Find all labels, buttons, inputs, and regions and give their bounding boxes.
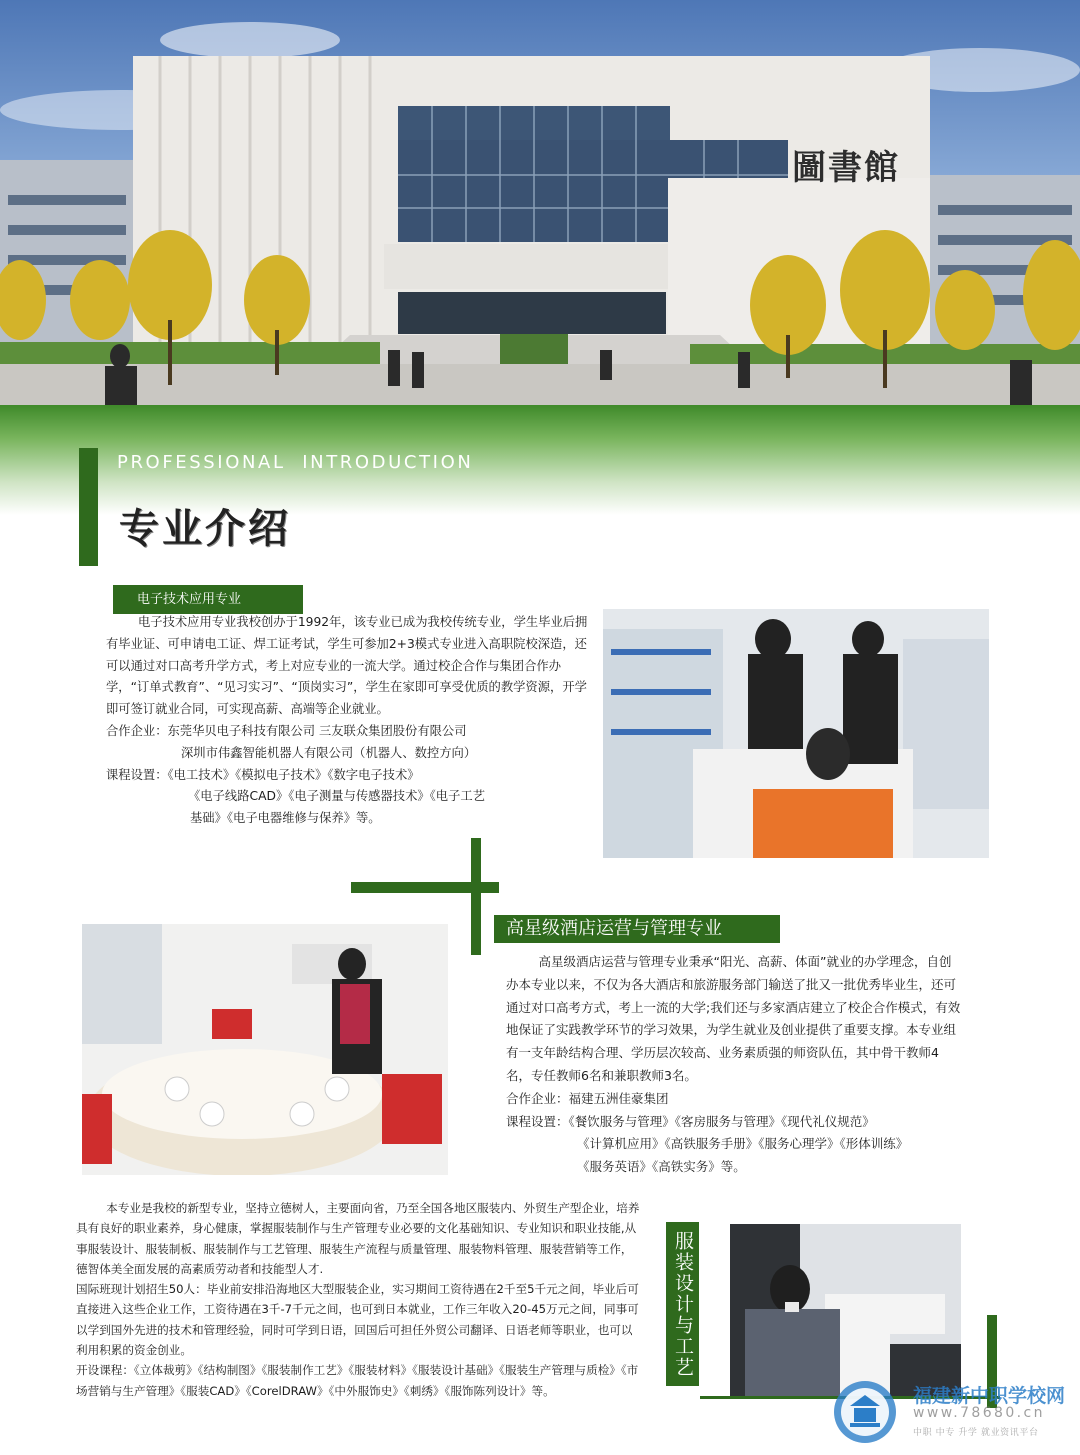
fashion-paragraph2: 国际班现计划招生50人：毕业前安排沿海地区大型服装企业，实习期间工资待遇在2千至5千元之间，毕业后可直接进入这些企业工作，工资待遇在3千-7千元之间，也可到日本就业，工作三年收入20-45万元之间，同事可以学到国外先进的技术和管理经验，同时可学到日语，回国后可担任外贸公司翻译、日语老师等职业，也可以利用积累的资金创业。 [76,1282,639,1358]
hotel-courses-line3: 《服务英语》《高铁实务》等。 [577,1159,746,1175]
electronics-paragraph: 电子技术应用专业我校创办于1992年，该专业已成为我校传统专业，学生毕业后拥有毕业证、可申请电工证、焊工证考试，学生可参加2+3模式专业进入高职院校深造，还可以通过对口高考升学方式，考上对应专业的一流大学。通过校企合作与集团合作办学，“订单式教育”、“见习实习”、“顶岗实习”，学生在家即可享受优质的教学资源，开学即可签订就业合同，可实现高薪、高端等企业就业。 [106,615,588,717]
hotel-courses-line2: 《计算机应用》《高铁服务手册》《服务心理学》《形体训练》 [577,1136,909,1152]
electronics-courses-line3: 基础》《电子电器维修与保养》等。 [190,811,381,826]
site-slogan-watermark: 中职 中专 升学 就业资讯平台 [913,1428,1039,1438]
hotel-paragraph: 高星级酒店运营与管理专业秉承“阳光、高薪、体面”就业的办学理念，自创办本专业以来，不仅为各大酒店和旅游服务部门输送了批又一批优秀毕业生，还可通过对口高考方式，考上一流的大学;我们还与多家酒店建立了校企合作模式，有效地保证了实践教学环节的学习效果，为学生就业及创业提供了重要支撑。本专业组有一支年龄结构合理、学历层次较高、业务素质强的师资队伍，其中骨干教师4名，专任教师6名和兼职教师3名。 [506,954,961,1083]
electronics-partners-line1: 合作企业：东莞华贝电子科技有限公司 三友联众集团股份有限公司 [106,723,467,738]
electronics-lab-photo [603,609,989,858]
sewing-workshop-photo [730,1224,961,1399]
fashion-paragraph1: 本专业是我校的新型专业，坚持立德树人，主要面向省，乃至全国各地区服装内、外贸生产型企业，培养具有良好的职业素养，身心健康，掌握服装制作与生产管理专业必要的文化基础知识、专业知识和职业技能,从事服装设计、服装制板、服装制作与工艺管理、服装生产流程与质量管理、服装物料管理、服装营销等工作，德智体美全面发展的高素质劳动者和技能型人才. [76,1201,640,1276]
section-title-chinese: 专业介绍 [119,506,291,552]
fashion-major-vertical-tag: 服装设计与工艺 [666,1222,699,1386]
hotel-partners: 合作企业：福建五洲佳豪集团 [506,1090,669,1106]
hotel-training-photo [82,924,448,1175]
hero-image-library [0,0,1080,405]
title-accent-bar [79,448,98,566]
electronics-courses-line2: 《电子线路CAD》《电子测量与传感器技术》《电子工艺 [188,789,485,804]
building-sign: 圖書館 [792,148,900,188]
section-title-english: PROFESSIONAL INTRODUCTION [117,452,474,473]
fashion-courses: 开设课程：《立体裁剪》《结构制图》《服装制作工艺》《服装材料》《服装设计基础》《服装生产管理与质检》《市场营销与生产管理》《服装CAD》《CorelDRAW》《中外服饰史》《刺绣》《服饰陈列设计》等。 [76,1363,639,1398]
site-name-watermark: 福建新中职学校网 [913,1385,1066,1407]
hotel-major-description [506,951,962,1179]
hotel-courses-line1: 课程设置：《餐饮服务与管理》《客房服务与管理》《现代礼仪规范》 [506,1113,875,1129]
electronics-courses-line1: 课程设置：《电工技术》《模拟电子技术》《数字电子技术》 [106,767,420,782]
site-logo-watermark [832,1379,898,1445]
electronics-major-tag: 电子技术应用专业 [113,585,303,614]
cross-decoration-vertical [471,838,481,955]
library-building-drawing [0,0,1080,405]
site-url-watermark: www.78680.cn [913,1405,1045,1421]
hotel-major-tag: 高星级酒店运营与管理专业 [494,915,780,943]
fashion-major-description [76,1198,642,1401]
electronics-major-description [106,612,592,830]
cross-decoration-horizontal [351,882,499,893]
electronics-partners-line2: 深圳市伟鑫智能机器人有限公司（机器人、数控方向） [181,745,477,760]
